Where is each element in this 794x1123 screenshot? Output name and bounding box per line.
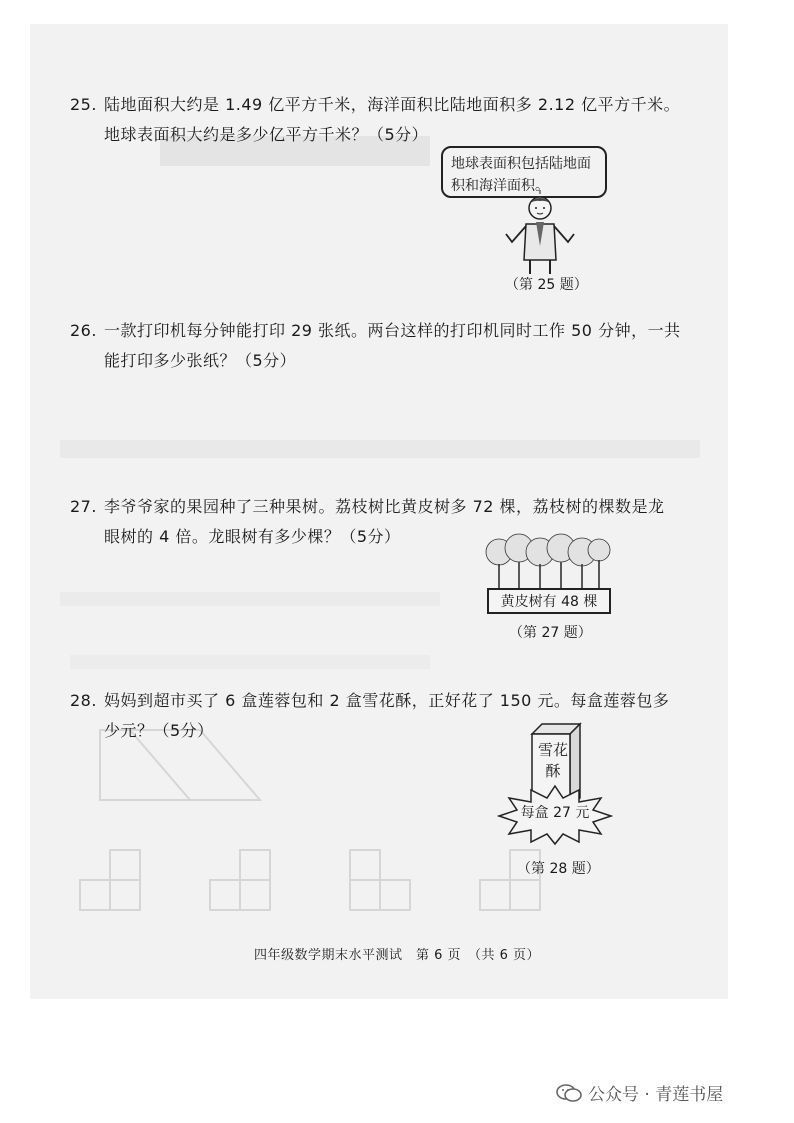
bleed-through-shapes <box>70 720 550 930</box>
box-label: 雪花酥 <box>537 741 568 780</box>
question-text-line2: 眼树的 4 倍。龙眼树有多少棵？（5分） <box>104 527 401 546</box>
question-text-line2: 地球表面积大约是多少亿平方千米？（5分） <box>104 125 429 144</box>
question-number: 26. <box>70 321 97 340</box>
figure-caption: （第 25 题） <box>505 277 588 293</box>
question-text: 妈妈到超市买了 6 盒莲蓉包和 2 盒雪花酥，正好花了 150 元。每盒莲蓉包多 <box>104 691 670 710</box>
question-number: 25. <box>70 95 97 114</box>
speech-bubble: 地球表面积包括陆地面积和海洋面积。 <box>441 146 607 198</box>
question-number: 28. <box>70 691 97 710</box>
page-footer: 四年级数学期末水平测试 第 6 页 （共 6 页） <box>253 948 541 963</box>
question-text: 李爷爷家的果园种了三种果树。荔枝树比黄皮树多 72 棵，荔枝树的棵数是龙 <box>104 497 665 516</box>
watermark <box>556 1080 723 1105</box>
bleed-through-line <box>70 655 430 669</box>
question-number: 27. <box>70 497 97 516</box>
question-26 <box>70 316 681 376</box>
tree-count-sign: 黄皮树有 48 棵 <box>487 588 611 614</box>
figure-caption: （第 28 题） <box>517 861 600 877</box>
figure-caption: （第 27 题） <box>509 625 592 641</box>
question-text: 一款打印机每分钟能打印 29 张纸。两台这样的打印机同时工作 50 分钟，一共 <box>104 321 681 340</box>
watermark-text: 公众号 · 青莲书屋 <box>588 1085 724 1105</box>
question-text-line2: 少元？（5分） <box>104 721 214 740</box>
boy-illustration <box>500 190 580 276</box>
wechat-icon <box>556 1083 582 1103</box>
bleed-through-line <box>60 440 700 458</box>
question-25 <box>70 90 680 150</box>
fruit-trees-illustration <box>485 532 611 592</box>
price-label: 每盒 27 元 <box>520 805 590 821</box>
bleed-through-line <box>60 592 440 606</box>
question-text-line2: 能打印多少张纸？（5分） <box>104 351 297 370</box>
question-text: 陆地面积大约是 1.49 亿平方千米，海洋面积比陆地面积多 2.12 亿平方千米。 <box>104 95 681 114</box>
